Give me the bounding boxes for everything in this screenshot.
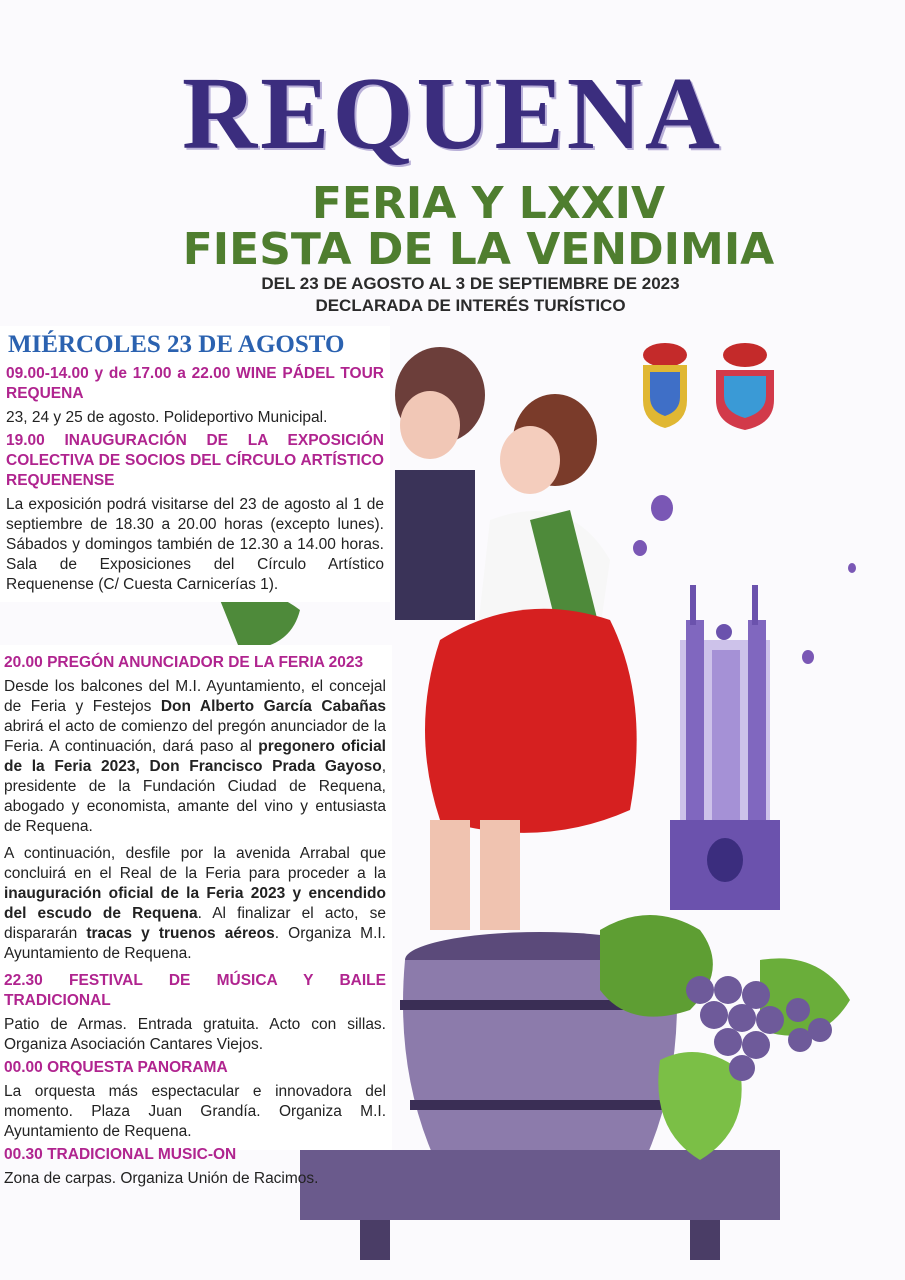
event-description: 23, 24 y 25 de agosto. Polideportivo Municipal.	[6, 409, 328, 426]
event-description: La orquesta más espectacular e innovadora del momento. Plaza Juan Grandía. Organiza M.I. Ayuntamiento de Requena.	[4, 1083, 386, 1140]
poster-subtitle-line1: FERIA Y LXXIV	[311, 178, 666, 229]
poster-subtitle-line2: FIESTA DE LA VENDIMIA	[182, 224, 775, 275]
text-run: . Organiza M.I. Ayuntamiento de Requena.	[4, 925, 386, 962]
program-panel-bottom	[0, 645, 392, 1187]
poster-title: REQUENA	[181, 56, 724, 171]
text-run: A continuación, desfile por la avenida Arrabal que concluirá en el Real de la Feria para proceder a la	[4, 845, 386, 882]
text-run-bold: inauguración oficial de la Feria 2023 y encendido del escudo de Requena	[4, 885, 386, 922]
event-heading: 19.00 INAUGURACIÓN DE LA EXPOSICIÓN COLECTIVA DE SOCIOS DEL CÍRCULO ARTÍSTICO REQUENENSE	[6, 432, 384, 489]
text-run: Desde los balcones del M.I. Ayuntamiento, el concejal de Feria y Festejos	[4, 678, 386, 715]
text-run-bold: tracas y truenos aéreos	[86, 925, 275, 942]
event-heading: 09.00-14.00 y de 17.00 a 22.00 WINE PÁDEL TOUR REQUENA	[6, 365, 384, 402]
program-day-heading: MIÉRCOLES 23 DE AGOSTO	[8, 331, 345, 358]
event-heading: 00.00 ORQUESTA PANORAMA	[4, 1059, 228, 1076]
program-panel-top	[0, 326, 390, 602]
couple-illustration	[395, 347, 637, 930]
decorative-dots	[633, 495, 856, 664]
coat-of-arms-icon	[643, 343, 774, 430]
event-dates: DEL 23 DE AGOSTO AL 3 DE SEPTIEMBRE DE 2023	[261, 274, 680, 293]
text-run: . Al finalizar el acto, se dispararán	[4, 905, 386, 942]
declared-label: DECLARADA DE INTERÉS TURÍSTICO	[315, 296, 626, 315]
text-run: , presidente de la Fundación Ciudad de Requena, abogado y economista, amante del vino y entusiasta de Requena.	[4, 758, 386, 835]
event-description	[4, 844, 386, 964]
event-heading: 00.30 TRADICIONAL MUSIC-ON	[4, 1146, 237, 1163]
event-description	[4, 677, 386, 837]
event-description: La exposición podrá visitarse del 23 de agosto al 1 de septiembre de 18.30 a 20.00 horas (excepto lunes). Sábados y domingos también de 12.30 a 14.00 horas. Sala de Exposiciones del Círculo Artístico Requenense (C/ Cuesta Carnicerías 1).	[6, 496, 384, 593]
monument-icon	[670, 585, 780, 910]
text-run-bold: pregonero oficial de la Feria 2023, Don Francisco Prada Gayoso	[4, 738, 386, 775]
event-description: Patio de Armas. Entrada gratuita. Acto con sillas. Organiza Asociación Cantares Viejos.	[4, 1016, 386, 1053]
event-heading: 20.00 PREGÓN ANUNCIADOR DE LA FERIA 2023	[4, 654, 364, 671]
text-run-bold: Don Alberto García Cabañas	[160, 698, 387, 715]
event-description: Zona de carpas. Organiza Unión de Racimos.	[4, 1170, 319, 1187]
event-heading: 22.30 FESTIVAL DE MÚSICA Y BAILE TRADICIONAL	[4, 972, 386, 1009]
text-run: abrirá el acto de comienzo del pregón anunciador de la Feria. A continuación, dará paso al	[4, 718, 386, 755]
